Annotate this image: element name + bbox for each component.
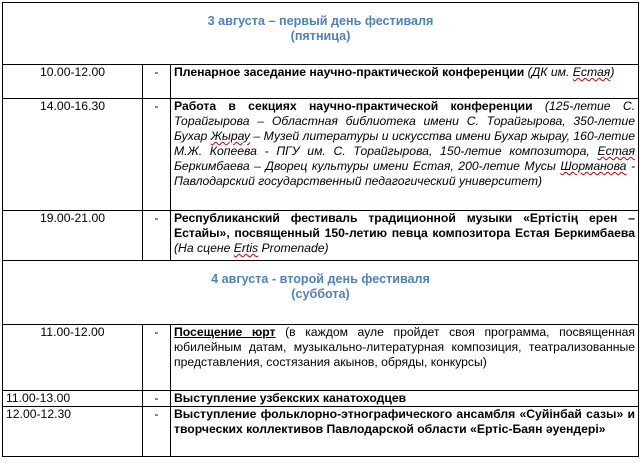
event-cell [171, 325, 639, 391]
event-cell [171, 407, 639, 457]
day-header-row [3, 3, 639, 65]
festival-schedule-table [2, 2, 639, 457]
event-title: Посещение юрт [174, 325, 276, 339]
time-cell: 14.00-16.30 [3, 99, 143, 211]
event-title: Республиканский фестиваль традиционной музыки «Ертістің ерен – Естайы», посвященный 150-летию певца композитора Естая Беркимбаева [174, 211, 636, 240]
dash-cell: - [143, 325, 171, 391]
schedule-row [3, 391, 639, 407]
event-cell [171, 65, 639, 99]
event-title: Выступление фольклорно-этнографического ансамбля «Суйінбай сазы» и творческих коллективов Павлодарской области «Ертіс-Баян әуендері» [174, 407, 636, 436]
dash-cell: - [143, 407, 171, 457]
day-title: 3 августа – первый день фестиваля [207, 14, 434, 28]
event-title: Выступление узбекских канатоходцев [174, 391, 407, 405]
schedule-row [3, 325, 639, 391]
schedule-row [3, 407, 639, 457]
event-note: (в каждом ауле пройдет своя программа, посвященная юбилейным датам, музыкально-литературная композиция, театрализованные представления, состязания акынов, обряды, конкурсы) [174, 325, 636, 369]
schedule-row [3, 99, 639, 211]
time-cell: 12.00-12.30 [3, 407, 143, 457]
day-header [3, 3, 639, 65]
day-title: 4 августа - второй день фестиваля [211, 272, 430, 286]
dash-cell: - [143, 391, 171, 407]
day-subtitle: (суббота) [291, 287, 350, 301]
day-header-row [3, 261, 639, 325]
dash-cell: - [143, 211, 171, 261]
dash-cell: - [143, 99, 171, 211]
time-cell: 11.00-13.00 [3, 391, 143, 407]
event-cell [171, 391, 639, 407]
time-cell: 11.00-12.00 [3, 325, 143, 391]
schedule-row [3, 65, 639, 99]
day-header [3, 261, 639, 325]
event-note: (На сцене Ertis Promenade) [174, 241, 329, 255]
event-note: (ДК им. Естая) [524, 65, 615, 79]
dash-cell: - [143, 65, 171, 99]
event-cell [171, 99, 639, 211]
day-subtitle: (пятница) [290, 29, 351, 43]
time-cell: 19.00-21.00 [3, 211, 143, 261]
time-cell: 10.00-12.00 [3, 65, 143, 99]
event-title: Работа в секциях научно-практической конференции [174, 99, 533, 113]
event-title: Пленарное заседание научно-практической конференции [174, 65, 525, 79]
event-note: (125-летие С. Торайгырова – Областная библиотека имени С. Торайгырова, 350-летие Бухар Жырау – Музей литературы и искусства имени Бухар жырау, 160-летие М.Ж. Копеева - ПГУ им. С. Торайгырова, 150-летие композитора, Естая Беркимбаева – Дворец культуры имени Естая, 200-летие Мусы Шорманова - Павлодарский государственный педагогический университет) [174, 99, 636, 188]
event-cell [171, 211, 639, 261]
schedule-row [3, 211, 639, 261]
